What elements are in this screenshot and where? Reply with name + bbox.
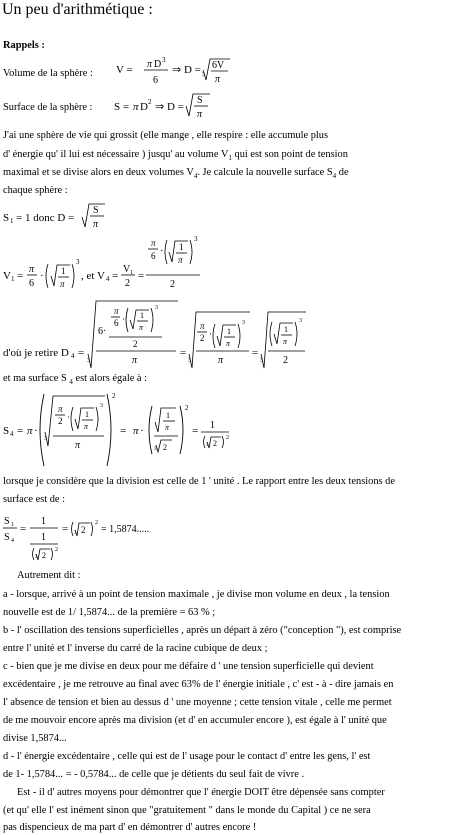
svg-text:=: = <box>112 270 119 282</box>
svg-text:2: 2 <box>58 416 63 426</box>
paragraph-line: d' énergie qu' il lui est nécessaire ) jusqu' au volume $V_1$ qui est son point de tension <box>3 149 348 163</box>
svg-text:4: 4 <box>71 352 75 360</box>
svg-text:2: 2 <box>148 98 152 106</box>
svg-text:3: 3 <box>299 318 302 324</box>
svg-text:π: π <box>226 339 231 348</box>
svg-text:3: 3 <box>35 555 38 560</box>
list-item-d: d - l' énergie excédentaire , celle qui est de l' usage pour le contact d' entre les gens, l' est <box>3 751 371 762</box>
svg-text:π: π <box>200 321 205 331</box>
svg-text:2: 2 <box>283 355 288 366</box>
svg-text:=: = <box>20 523 27 535</box>
svg-text:·: · <box>67 412 70 422</box>
list-item-b: b - l' oscillation des tensions superficielles , après un départ à zéro ("conception "), est comprise <box>3 625 402 636</box>
svg-text:·: · <box>40 270 44 282</box>
svg-text:=: = <box>17 270 24 282</box>
svg-text:π: π <box>133 101 139 113</box>
paragraph-line: Autrement dit : <box>17 570 81 581</box>
paragraph-line: (et qu' elle l' est inément sinon que "gratuitement " dans le monde du Capital ) ce ne sera <box>3 805 371 816</box>
surface-formula <box>0 91 461 125</box>
list-item-c: l' absence de tension et bien au dessus d ' une moyenne ; cette tension vitale , celle me permet <box>3 697 392 708</box>
svg-text:=: = <box>120 425 127 437</box>
svg-text:D: D <box>154 59 162 70</box>
svg-text:3: 3 <box>74 531 77 536</box>
svg-text:2: 2 <box>55 547 58 553</box>
svg-text:S: S <box>4 516 10 527</box>
svg-text:2: 2 <box>163 443 167 452</box>
svg-text:π: π <box>60 279 65 289</box>
list-item-c: excédentaire , je me retrouve au final avec 63% de l' énergie initiale , c' est - à - dire jamais en <box>3 679 394 690</box>
svg-text:3: 3 <box>194 235 198 243</box>
surface-label: Surface de la sphère : <box>3 102 93 113</box>
svg-text:⇒ D =: ⇒ D = <box>155 101 184 113</box>
paragraph-line: pas dispencieux de ma part d' en démontrer d' autres encore ! <box>3 822 257 833</box>
svg-text:3: 3 <box>242 320 245 326</box>
paragraph-line: et ma surface S $_4$ est alors égale à : <box>3 373 148 387</box>
svg-text:=: = <box>252 347 259 359</box>
list-item-a: nouvelle est de 1/ 1,5874... de la première = 63 % ; <box>3 607 216 618</box>
svg-text:3: 3 <box>188 358 191 364</box>
svg-text:=: = <box>192 425 199 437</box>
svg-text:π: π <box>139 323 144 332</box>
svg-text:1: 1 <box>41 516 46 527</box>
volume-formula <box>0 56 461 92</box>
svg-text:·: · <box>140 425 144 437</box>
svg-text:3: 3 <box>44 436 47 442</box>
svg-text:1: 1 <box>140 311 144 320</box>
svg-text:= 1,5874.....: = 1,5874..... <box>101 524 150 535</box>
svg-text:, et V: , et V <box>81 270 105 282</box>
svg-text:6: 6 <box>153 75 158 86</box>
volume-label: Volume de la sphère : <box>3 68 93 79</box>
d4-formula <box>0 298 461 370</box>
svg-text:1: 1 <box>41 532 46 543</box>
svg-text:S: S <box>3 212 10 224</box>
svg-text:1: 1 <box>11 522 14 528</box>
svg-text:π: π <box>215 74 221 85</box>
svg-text:⇒ D =: ⇒ D = <box>172 64 201 76</box>
svg-text:V: V <box>123 264 131 275</box>
svg-text:S: S <box>93 205 99 216</box>
svg-text:3: 3 <box>154 447 157 452</box>
svg-text:1: 1 <box>179 242 184 252</box>
list-item-c: de me mouvoir encore après ma division (et d' en accumuler encore ), est égale à l' unité que <box>3 715 387 726</box>
ratio-formula <box>0 510 461 566</box>
svg-text:3: 3 <box>162 56 166 64</box>
svg-text:π: π <box>93 219 99 230</box>
svg-text:π: π <box>165 423 170 432</box>
paragraph-line: chaque sphère : <box>3 185 68 196</box>
paragraph-line: lorsque je considère que la division est celle de 1 ' unité . Le rapport entre les deux tensions de <box>3 476 395 487</box>
svg-text:3: 3 <box>76 258 80 266</box>
svg-text:4: 4 <box>10 430 14 438</box>
svg-text:=: = <box>62 523 69 535</box>
svg-text:4: 4 <box>11 538 14 544</box>
svg-text:3: 3 <box>260 358 263 364</box>
list-item-d: de 1- 1,5784... = - 0,5784... de celle que je détients du seul fait de vivre . <box>3 769 305 780</box>
svg-text:3: 3 <box>202 72 205 78</box>
svg-text:2: 2 <box>125 278 130 289</box>
svg-text:1: 1 <box>166 411 170 420</box>
svg-text:=: = <box>138 270 145 282</box>
svg-text:·: · <box>122 314 125 324</box>
svg-text:D: D <box>140 101 148 113</box>
svg-text:4: 4 <box>106 275 110 283</box>
svg-text:2: 2 <box>42 551 46 560</box>
svg-text:1: 1 <box>284 325 288 334</box>
svg-text:2: 2 <box>170 279 175 290</box>
svg-text:6V: 6V <box>212 60 225 71</box>
svg-text:π: π <box>218 355 224 366</box>
svg-text:π: π <box>133 425 139 437</box>
svg-text:π: π <box>283 337 288 346</box>
s1-formula <box>0 202 461 234</box>
svg-text:S =: S = <box>114 101 130 113</box>
svg-text:2: 2 <box>213 439 217 448</box>
svg-text:6: 6 <box>151 251 156 261</box>
paragraph-line: J'ai une sphère de vie qui grossit (elle mange , elle respire : elle accumule plus <box>3 130 329 141</box>
svg-text:3: 3 <box>155 305 158 311</box>
svg-text:=: = <box>78 347 85 359</box>
svg-text:·: · <box>209 329 212 339</box>
svg-text:π: π <box>75 440 81 451</box>
svg-text:2: 2 <box>226 435 229 441</box>
svg-text:π: π <box>29 264 35 275</box>
list-item-a: a - lorsque, arrivé à un point de tension maximale , je divise mon volume en deux , la tension <box>3 589 390 600</box>
svg-text:1: 1 <box>227 327 231 336</box>
svg-text:π: π <box>132 355 138 366</box>
svg-text:V: V <box>3 270 11 282</box>
page-title: Un peu d'arithmétique : <box>2 1 153 18</box>
svg-text:π: π <box>58 404 63 414</box>
svg-text:2: 2 <box>185 404 189 412</box>
svg-text:2: 2 <box>133 339 138 349</box>
svg-text:π: π <box>27 425 33 437</box>
svg-text:S: S <box>197 95 203 106</box>
svg-text:π: π <box>147 59 153 70</box>
svg-text:1: 1 <box>61 266 66 276</box>
svg-text:6: 6 <box>29 278 34 289</box>
svg-text:π: π <box>178 255 183 265</box>
svg-text:3: 3 <box>87 358 90 364</box>
svg-text:6·: 6· <box>98 326 107 337</box>
list-item-b: entre l' unité et l' inverse du carré de la racine cubique de deux ; <box>3 643 268 654</box>
svg-text:3: 3 <box>206 443 209 448</box>
v-formula <box>0 234 461 298</box>
svg-text:·: · <box>34 425 38 437</box>
svg-text:3: 3 <box>100 403 103 409</box>
svg-text:2: 2 <box>81 525 86 535</box>
list-item-c: c - bien que je me divise en deux pour me défaire d ' une tension superficielle qui devient <box>3 661 374 672</box>
list-item-c: divise 1,5874... <box>3 733 67 744</box>
svg-text:2: 2 <box>200 333 205 343</box>
svg-text:1: 1 <box>85 410 89 419</box>
svg-text:1: 1 <box>210 420 215 431</box>
svg-text:S: S <box>3 425 10 437</box>
svg-text:·: · <box>160 246 164 257</box>
svg-text:1: 1 <box>130 270 133 276</box>
svg-text:1: 1 <box>10 217 14 225</box>
svg-text:6: 6 <box>114 318 119 328</box>
svg-text:=: = <box>180 347 187 359</box>
svg-text:1: 1 <box>11 275 15 283</box>
svg-text:=: = <box>17 425 24 437</box>
paragraph-line: Est - il d' autres moyens pour démontrer que l' énergie DOIT être dépensée sans compter <box>17 787 385 798</box>
paragraph-line: maximal et se divise alors en deux volumes $V_4$. Je calcule la nouvelle surface $S_4$ de <box>3 167 349 181</box>
svg-text:= 1 donc D =: = 1 donc D = <box>16 212 75 224</box>
svg-text:2: 2 <box>112 392 116 400</box>
svg-text:π: π <box>84 422 89 431</box>
s4-formula <box>0 390 461 468</box>
svg-text:S: S <box>4 532 10 543</box>
svg-text:V =: V = <box>116 64 133 76</box>
svg-text:2: 2 <box>95 520 98 526</box>
svg-text:π: π <box>197 109 203 120</box>
svg-text:π: π <box>114 306 119 316</box>
svg-text:π: π <box>151 238 156 248</box>
svg-text:d'où je retire D: d'où je retire D <box>3 347 69 359</box>
paragraph-line: surface est de : <box>3 494 66 505</box>
rappels-heading: Rappels : <box>3 40 45 51</box>
